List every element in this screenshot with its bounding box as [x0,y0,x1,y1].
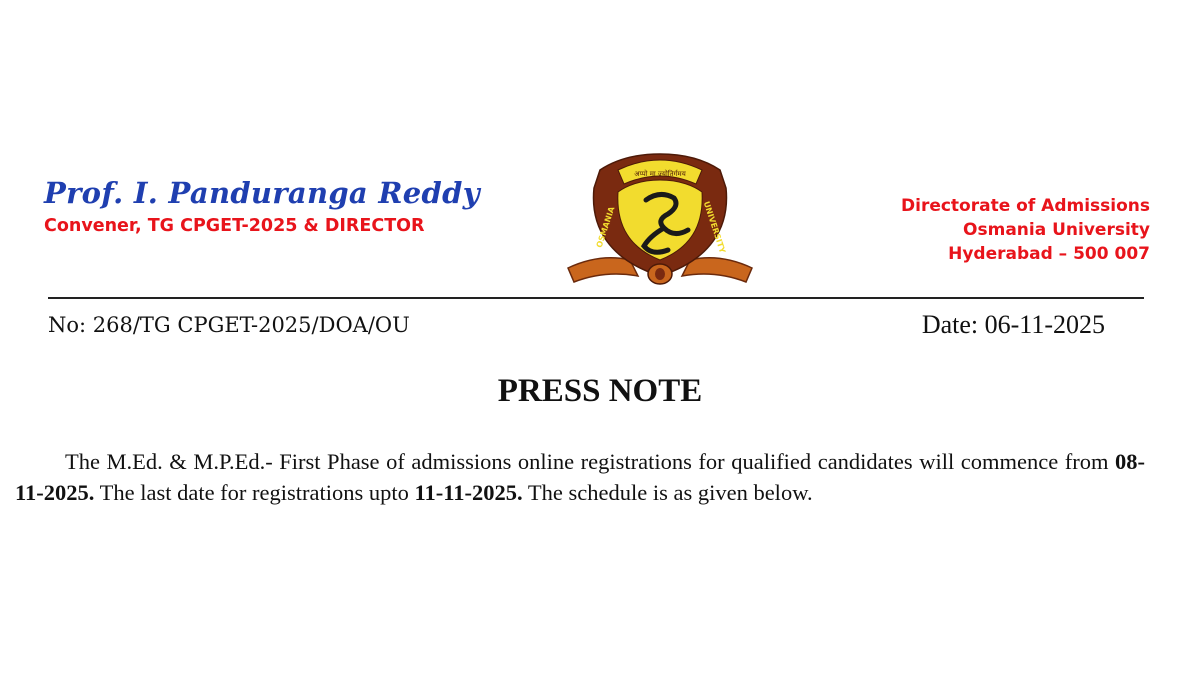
osmania-university-seal-icon [560,148,760,298]
office-line-directorate: Directorate of Admissions [901,196,1150,216]
seal-right-label: UNIVERSITY [701,200,727,255]
office-line-city: Hyderabad – 500 007 [948,244,1150,264]
seal-motto: अप्पो मा ज्योतिर्गमय [634,170,686,178]
body-text-part2: The last date for registrations upto [94,480,415,505]
seal-left-label: OSMANIA [594,205,617,249]
signatory-designation: Convener, TG CPGET-2025 & DIRECTOR [44,216,425,236]
page-title: PRESS NOTE [497,373,703,409]
office-line-university: Osmania University [963,220,1150,240]
signatory-block [44,176,480,236]
office-address [901,194,1150,266]
registration-end-date: 11-11-2025. [414,480,523,505]
registration-start-date: 08-11-2025. [15,449,1145,505]
reference-number: No: 268/TG CPGET-2025/DOA/OU [48,313,410,337]
body-text-part1: The M.Ed. & M.P.Ed.- First Phase of admissions online registrations for qualified candidates will commence from [65,449,1115,474]
body-text-part3: The schedule is as given below. [522,480,813,505]
signatory-name: Prof. I. Panduranga Reddy [44,176,480,210]
press-note-body [15,446,1145,508]
issue-date: Date: 06-11-2025 [921,310,1105,339]
header-divider [48,297,1144,299]
